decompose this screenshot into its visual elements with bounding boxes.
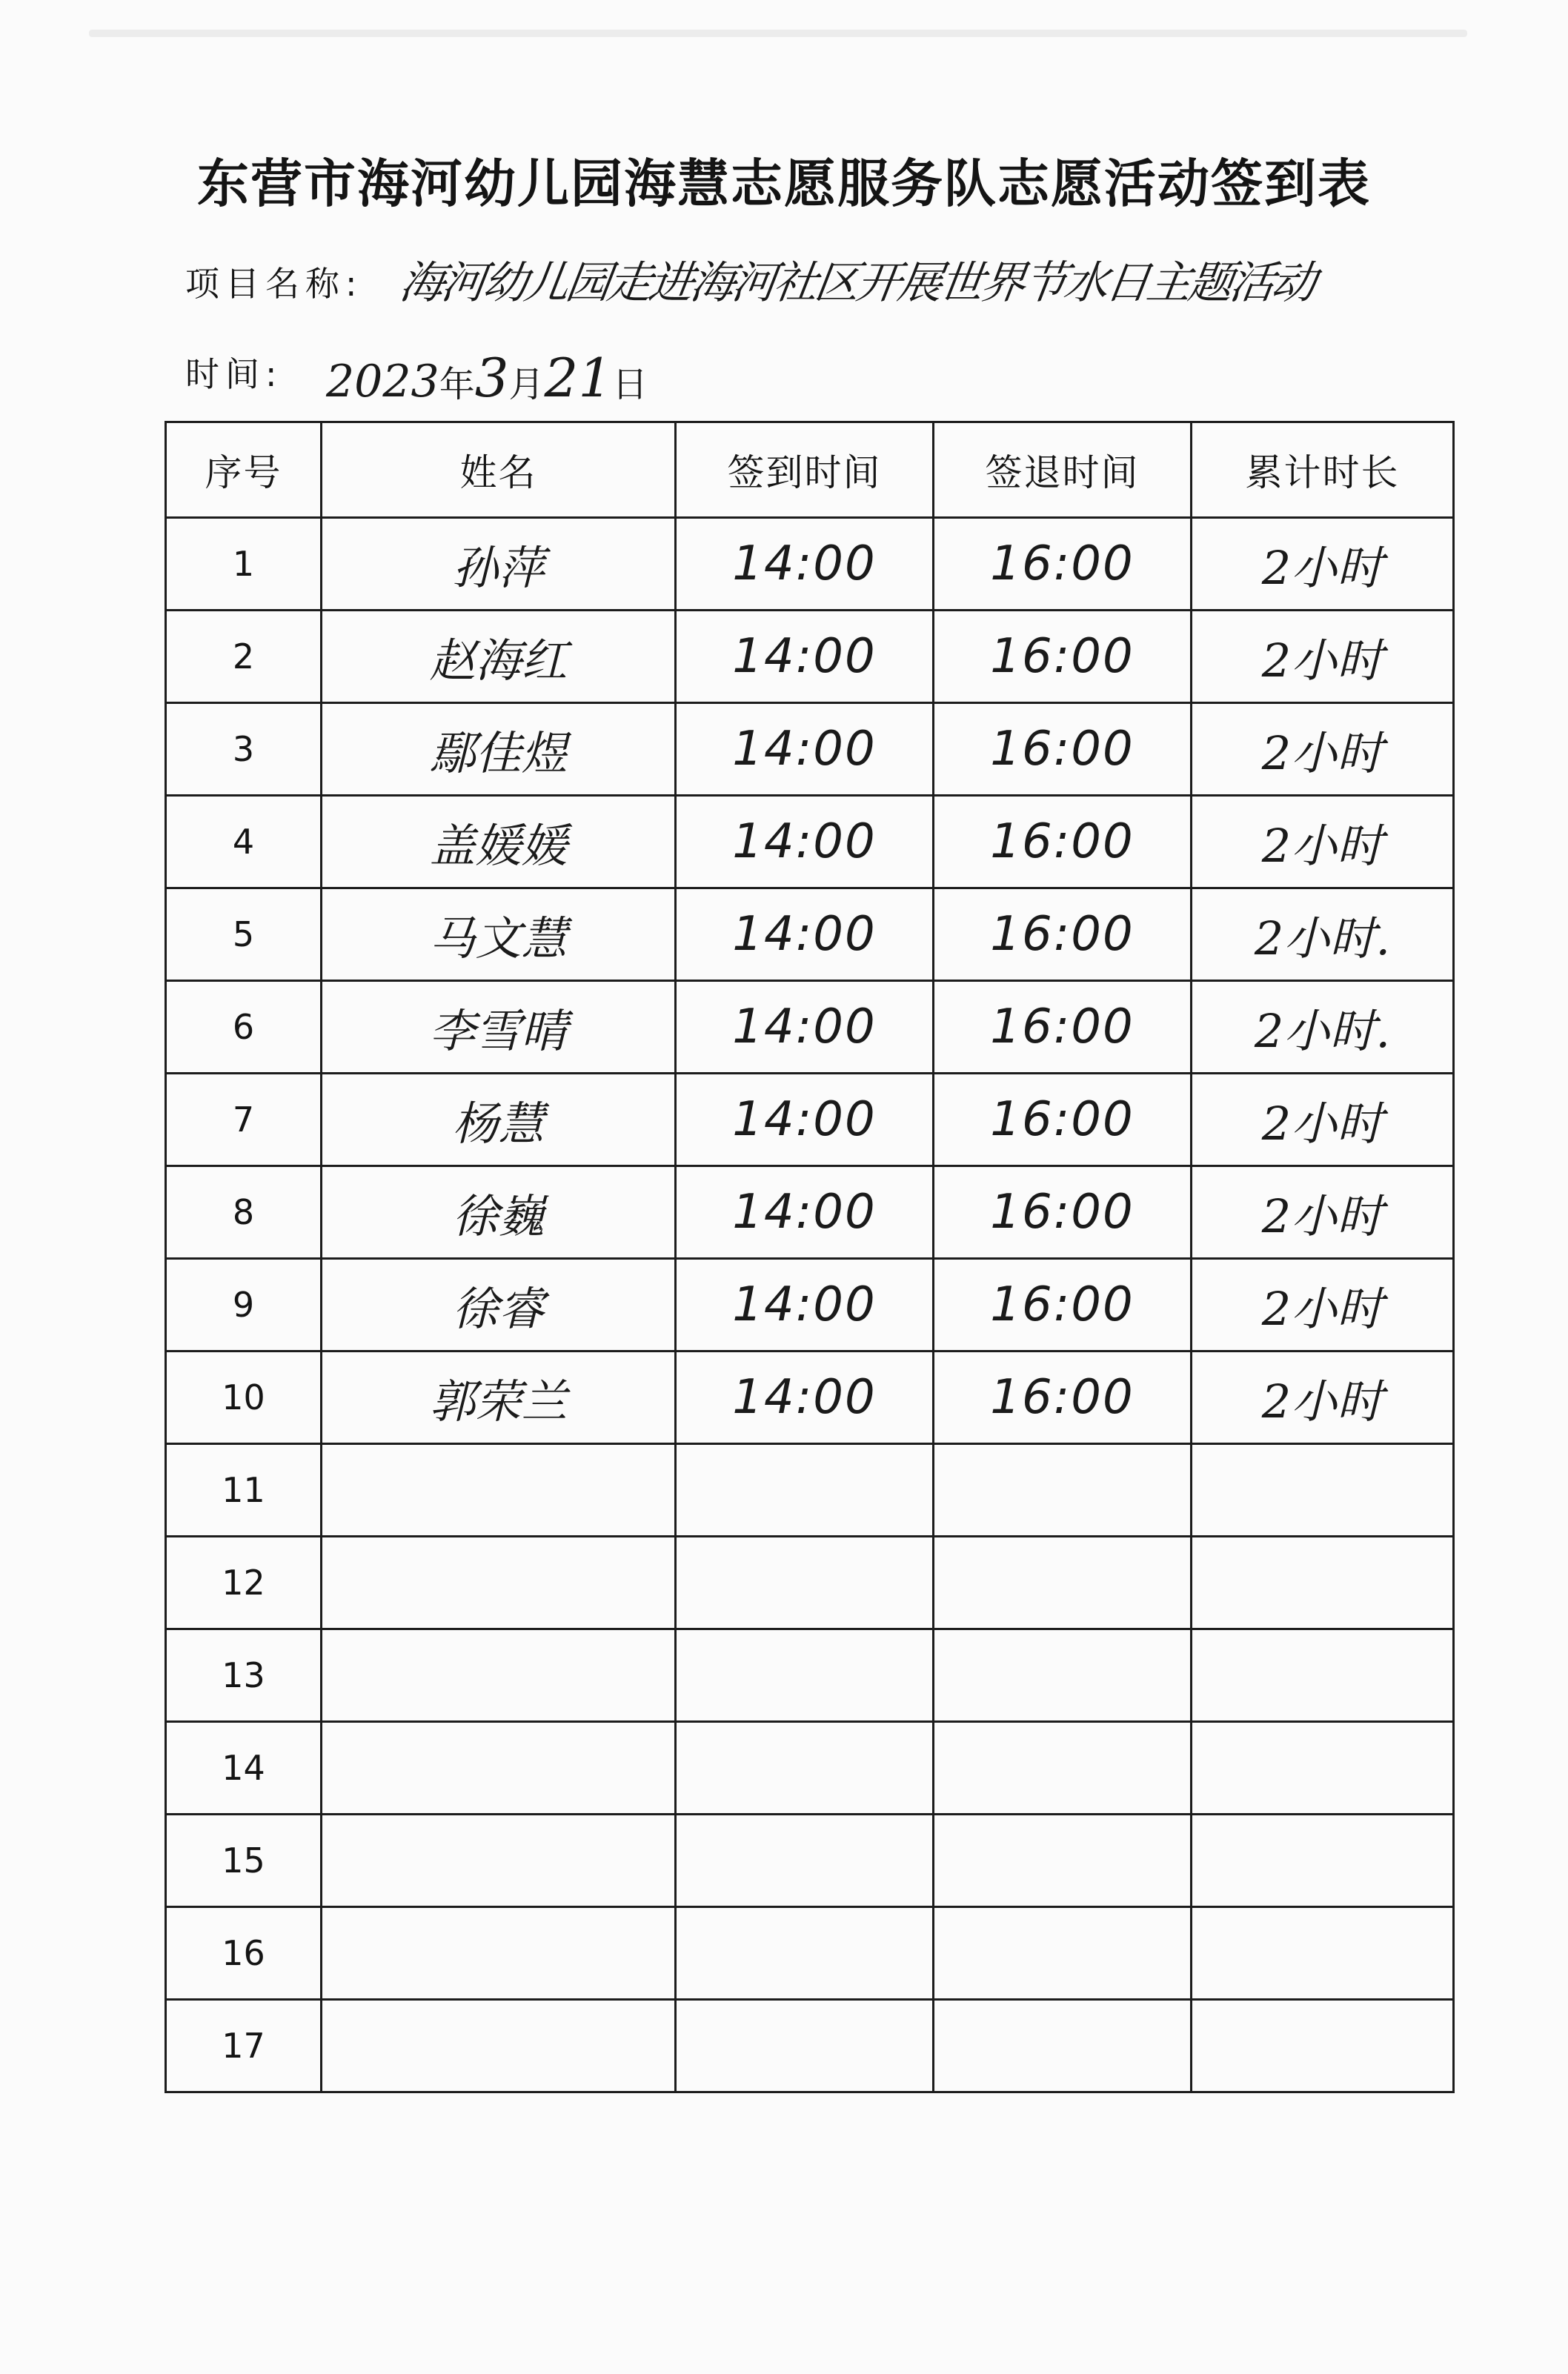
date-month-char: 月 <box>508 364 545 405</box>
date-month: 3 <box>474 347 509 409</box>
table-row <box>166 1815 1454 1907</box>
volunteer-signature <box>322 1537 676 1629</box>
total-duration <box>1192 1722 1454 1815</box>
sign-out-time: 16:00 <box>934 518 1192 611</box>
table-row <box>166 888 1454 981</box>
row-number: 9 <box>166 1259 322 1351</box>
total-duration: 2小时 <box>1192 1074 1454 1166</box>
row-number: 15 <box>166 1815 322 1907</box>
header-total-duration: 累计时长 <box>1192 422 1454 518</box>
sign-in-time: 14:00 <box>676 1074 934 1166</box>
sign-in-time <box>676 1444 934 1537</box>
project-label: 项目名称: <box>185 264 363 304</box>
sign-out-time <box>934 1444 1192 1537</box>
row-number: 3 <box>166 703 322 796</box>
sign-out-time: 16:00 <box>934 1166 1192 1259</box>
volunteer-signature: 李雪晴 <box>322 981 676 1074</box>
row-number: 13 <box>166 1629 322 1722</box>
table-row <box>166 1259 1454 1351</box>
date-year: 2023 <box>326 356 439 408</box>
volunteer-signature <box>322 1444 676 1537</box>
table-row <box>166 1537 1454 1629</box>
volunteer-signature: 郭荣兰 <box>322 1351 676 1444</box>
sign-out-time: 16:00 <box>934 796 1192 888</box>
sign-in-table <box>165 421 1455 2093</box>
row-number: 8 <box>166 1166 322 1259</box>
sign-in-time: 14:00 <box>676 611 934 703</box>
sign-in-time <box>676 2000 934 2092</box>
total-duration: 2小时 <box>1192 611 1454 703</box>
total-duration: 2小时 <box>1192 1259 1454 1351</box>
sign-in-time: 14:00 <box>676 1351 934 1444</box>
table-row <box>166 518 1454 611</box>
volunteer-signature: 马文慧 <box>322 888 676 981</box>
volunteer-signature: 徐巍 <box>322 1166 676 1259</box>
sign-out-time <box>934 1815 1192 1907</box>
date-day-char: 日 <box>612 364 648 405</box>
sign-in-time <box>676 1537 934 1629</box>
row-number: 14 <box>166 1722 322 1815</box>
volunteer-signature <box>322 2000 676 2092</box>
sign-out-time <box>934 1722 1192 1815</box>
sign-in-time <box>676 1815 934 1907</box>
sign-out-time: 16:00 <box>934 1074 1192 1166</box>
sign-out-time <box>934 1537 1192 1629</box>
table-row <box>166 1166 1454 1259</box>
date-year-char: 年 <box>439 364 475 405</box>
sign-in-time: 14:00 <box>676 796 934 888</box>
total-duration <box>1192 1629 1454 1722</box>
sign-in-time: 14:00 <box>676 1259 934 1351</box>
header-name: 姓名 <box>322 422 676 518</box>
header-sign-in-time: 签到时间 <box>676 422 934 518</box>
table-row <box>166 1351 1454 1444</box>
sign-out-time: 16:00 <box>934 1351 1192 1444</box>
sign-in-time <box>676 1907 934 2000</box>
total-duration: 2小时. <box>1192 888 1454 981</box>
sign-in-time: 14:00 <box>676 888 934 981</box>
table-row <box>166 1722 1454 1815</box>
row-number: 17 <box>166 2000 322 2092</box>
total-duration: 2小时 <box>1192 1351 1454 1444</box>
sign-out-time: 16:00 <box>934 981 1192 1074</box>
volunteer-signature: 赵海红 <box>322 611 676 703</box>
sign-out-time: 16:00 <box>934 1259 1192 1351</box>
sign-out-time: 16:00 <box>934 611 1192 703</box>
table-row <box>166 611 1454 703</box>
header-sign-out-time: 签退时间 <box>934 422 1192 518</box>
sign-out-time <box>934 1907 1192 2000</box>
row-number: 5 <box>166 888 322 981</box>
table-row <box>166 1907 1454 2000</box>
sign-out-time <box>934 2000 1192 2092</box>
volunteer-signature: 徐睿 <box>322 1259 676 1351</box>
time-label: 时间: <box>185 354 283 394</box>
row-number: 1 <box>166 518 322 611</box>
paper-scuff <box>89 30 1467 37</box>
volunteer-signature <box>322 1629 676 1722</box>
sign-out-time <box>934 1629 1192 1722</box>
total-duration <box>1192 1537 1454 1629</box>
total-duration <box>1192 1444 1454 1537</box>
total-duration <box>1192 1815 1454 1907</box>
project-name-handwritten: 海河幼儿园走进海河社区开展世界节水日主题活动 <box>396 257 1317 309</box>
row-number: 7 <box>166 1074 322 1166</box>
table-row <box>166 1444 1454 1537</box>
header-row <box>166 422 1454 518</box>
sign-in-time: 14:00 <box>676 518 934 611</box>
header-number: 序号 <box>166 422 322 518</box>
total-duration: 2小时 <box>1192 1166 1454 1259</box>
sign-in-time: 14:00 <box>676 981 934 1074</box>
sheet-title: 东营市海河幼儿园海慧志愿服务队志愿活动签到表 <box>197 153 1371 214</box>
row-number: 4 <box>166 796 322 888</box>
total-duration: 2小时 <box>1192 796 1454 888</box>
table-row <box>166 981 1454 1074</box>
row-number: 11 <box>166 1444 322 1537</box>
sign-in-time: 14:00 <box>676 1166 934 1259</box>
sign-in-time <box>676 1629 934 1722</box>
table-row <box>166 703 1454 796</box>
volunteer-signature <box>322 1815 676 1907</box>
row-number: 10 <box>166 1351 322 1444</box>
total-duration: 2小时 <box>1192 518 1454 611</box>
table-row <box>166 796 1454 888</box>
volunteer-signature: 杨慧 <box>322 1074 676 1166</box>
volunteer-signature <box>322 1722 676 1815</box>
date-value <box>326 347 648 409</box>
volunteer-signature: 孙萍 <box>322 518 676 611</box>
total-duration: 2小时 <box>1192 703 1454 796</box>
volunteer-signature <box>322 1907 676 2000</box>
total-duration <box>1192 1907 1454 2000</box>
sign-in-time: 14:00 <box>676 703 934 796</box>
table-row <box>166 2000 1454 2092</box>
sign-out-time: 16:00 <box>934 703 1192 796</box>
row-number: 6 <box>166 981 322 1074</box>
volunteer-signature: 盖媛媛 <box>322 796 676 888</box>
row-number: 12 <box>166 1537 322 1629</box>
total-duration <box>1192 2000 1454 2092</box>
date-day: 21 <box>544 347 613 409</box>
sign-out-time: 16:00 <box>934 888 1192 981</box>
sign-in-time <box>676 1722 934 1815</box>
row-number: 2 <box>166 611 322 703</box>
volunteer-signature: 鄢佳煜 <box>322 703 676 796</box>
table-row <box>166 1074 1454 1166</box>
table-row <box>166 1629 1454 1722</box>
total-duration: 2小时. <box>1192 981 1454 1074</box>
row-number: 16 <box>166 1907 322 2000</box>
